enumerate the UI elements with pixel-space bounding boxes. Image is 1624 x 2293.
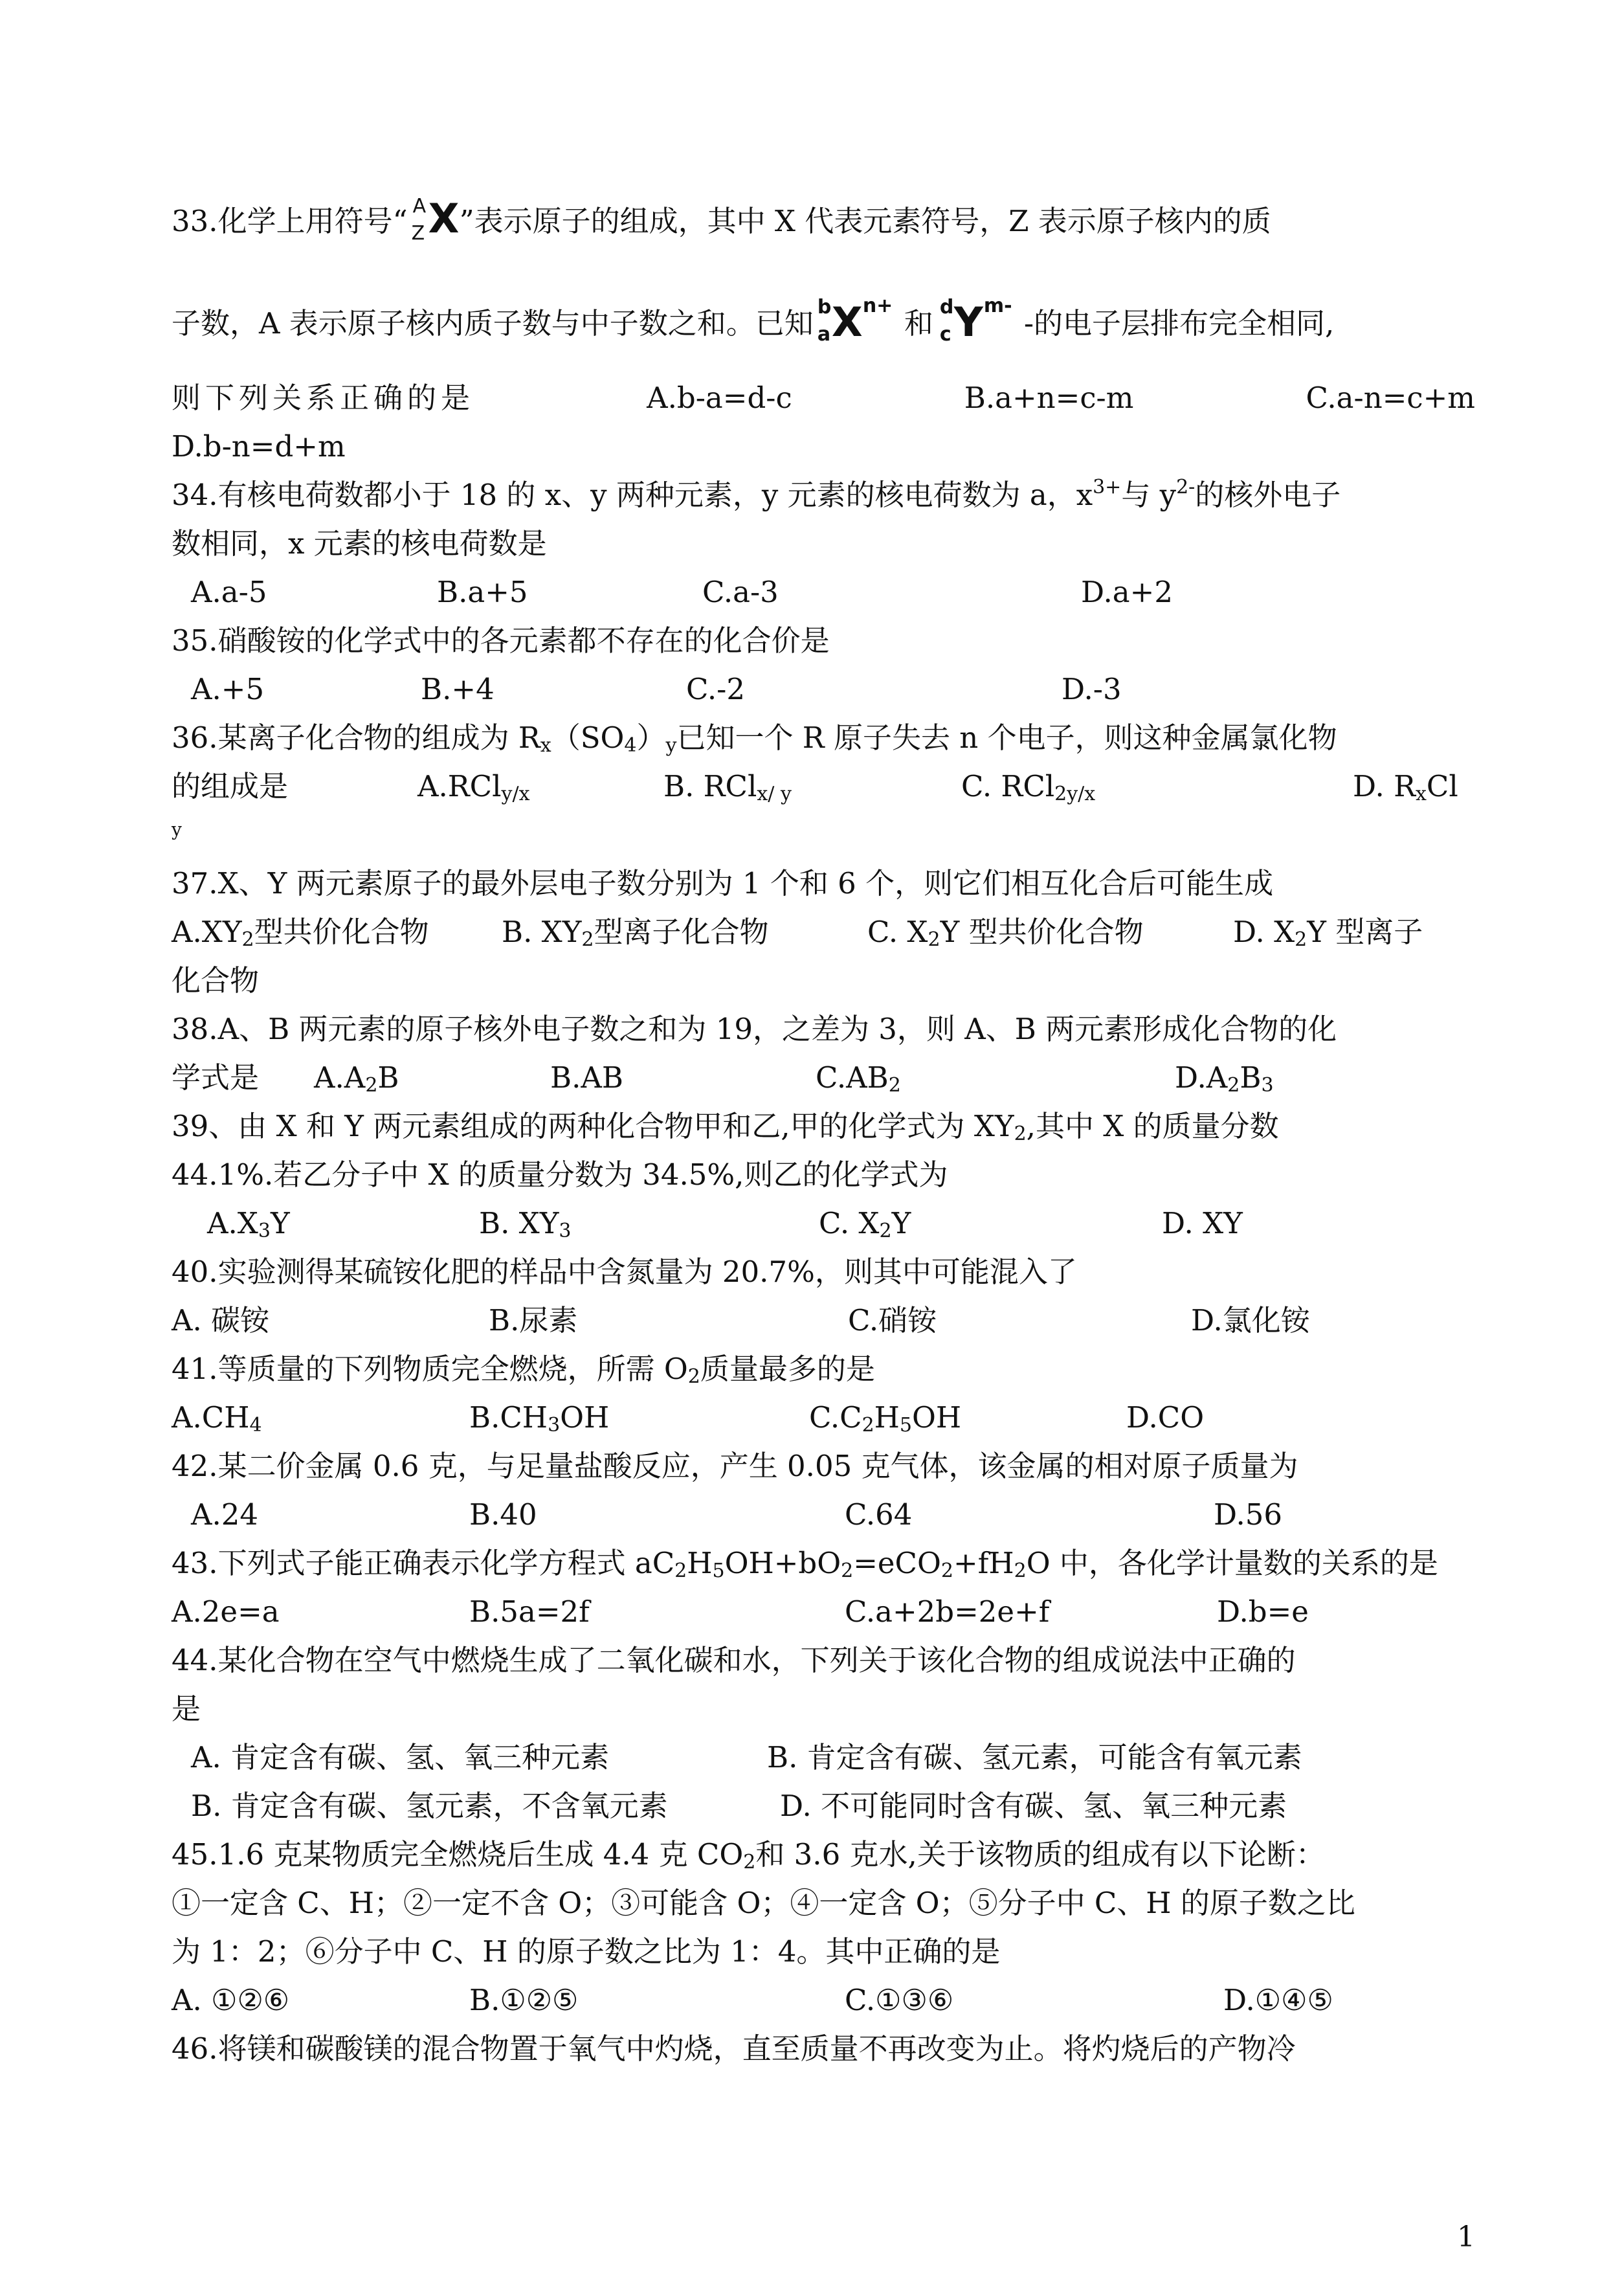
nuclide-symbol-AZX: A Z X — [411, 194, 460, 245]
q45-options — [172, 1981, 1475, 2020]
q39-option-c: C. $X_2Y$ — [819, 1206, 911, 1242]
q45-line3: 为 1：2；⑥分子中 C、H 的原子数之比为 1：4。其中正确的是 — [172, 1934, 1001, 1969]
q42-options — [191, 1495, 1475, 1534]
q35-options — [191, 670, 1475, 709]
ion-symbol-X: b a X n+ — [817, 294, 893, 346]
q38-option-b: B.AB — [550, 1060, 623, 1095]
q41-line1: 41.等质量的下列物质完全燃烧，所需 $O_2$质量最多的是 — [172, 1352, 875, 1388]
q38-option-c: $C.AB_2$ — [816, 1060, 901, 1097]
q44-option-c: B. 肯定含有碳、氢元素，不含氧元素 — [191, 1789, 668, 1823]
q34-option-d: D.a+2 — [1081, 575, 1173, 609]
q40-option-a: A. 碳铵 — [172, 1303, 270, 1337]
q43-option-c: C.a+2b=2e+f — [845, 1594, 1050, 1629]
q36-line1: 36.某离子化合物的组成为 $R_x(SO_4)_y$已知一个 R 原子失去 n 个电子，则这种金属氯化物 — [172, 721, 1337, 757]
q45-option-c: C.①③⑥ — [845, 1983, 954, 2017]
q46-line1: 46.将镁和碳酸镁的混合物置于氧气中灼烧，直至质量不再改变为止。将灼烧后的产物冷 — [172, 2031, 1296, 2066]
q38-stem-end: 学式是 — [172, 1060, 260, 1095]
q38-option-d: $D.A_2B_3$ — [1175, 1060, 1274, 1097]
q34-line2: 数相同，x 元素的核电荷数是 — [172, 526, 547, 561]
q42-option-d: D.56 — [1214, 1497, 1283, 1532]
q44-option-b: B. 肯定含有碳、氢元素，可能含有氧元素 — [767, 1740, 1302, 1774]
q44-options-row1 — [191, 1738, 1475, 1777]
q41-option-c: $C.C_2H_5OH$ — [809, 1400, 962, 1437]
q44-option-a: A. 肯定含有碳、氢、氧三种元素 — [191, 1740, 610, 1774]
q41-options — [172, 1398, 1475, 1437]
q35-option-b: B.+4 — [421, 672, 495, 706]
q36-line3: y — [172, 819, 182, 840]
q35-option-a: A.+5 — [191, 672, 265, 706]
q33-line2: 子数，A 表示原子核内质子数与中子数之和。已知 b a X n+ 和 d c Y m- -的电子层排布完全相同, — [172, 294, 1335, 346]
q37-option-c: C. $X_2Y$ 型共价化合物 — [867, 915, 1144, 951]
q33-option-a: A.b-a=d-c — [647, 381, 792, 415]
q42-option-b: B.40 — [469, 1497, 537, 1532]
q36-stem-end: 的组成是 — [172, 769, 289, 803]
ion-symbol-Y: d c Y m- — [939, 294, 1012, 346]
q34-option-b: B.a+5 — [437, 575, 528, 609]
q35-line1: 35.硝酸铵的化学式中的各元素都不存在的化合价是 — [172, 623, 830, 658]
q43-option-b: B.5a=2f — [469, 1594, 590, 1629]
page-number: 1 — [1457, 2220, 1475, 2254]
q45-line2: ①一定含 C、H；②一定不含 O；③可能含 O；④一定含 O；⑤分子中 C、H 的原子数之比 — [172, 1886, 1355, 1920]
q45-option-a: A. ①②⑥ — [172, 1983, 290, 2017]
q43-options — [172, 1593, 1475, 1631]
q44-line2: 是 — [172, 1692, 201, 1726]
q40-option-c: C.硝铵 — [848, 1303, 937, 1337]
q34-option-c: C.a-3 — [702, 575, 779, 609]
q37-line1: 37.X、Y 两元素原子的最外层电子数分别为 1 个和 6 个，则它们相互化合后可能生成 — [172, 866, 1274, 900]
q44-line1: 44.某化合物在空气中燃烧生成了二氧化碳和水，下列关于该化合物的组成说法中正确的 — [172, 1643, 1296, 1677]
q34-option-a: A.a-5 — [191, 575, 267, 609]
q45-option-d: D.①④⑤ — [1223, 1983, 1333, 2017]
q33-stem-end: 则下列关系正确的是 — [172, 381, 475, 415]
q40-options — [172, 1301, 1475, 1340]
q37-line3: 化合物 — [172, 963, 260, 998]
q43-option-a: A.2e=a — [172, 1594, 280, 1629]
q42-line1: 42.某二价金属 0.6 克，与足量盐酸反应，产生 0.05 克气体，该金属的相对原子质量为 — [172, 1449, 1298, 1483]
q36-option-c: C. RCl$_{2y/x}$ — [961, 769, 1096, 805]
q37-option-b: B. $XY_2$型离子化合物 — [502, 915, 769, 951]
q37-option-a: $A.XY_2$型共价化合物 — [172, 915, 429, 951]
q37-option-d: D. $X_2Y$ 型离子 — [1233, 915, 1423, 951]
q37-options — [172, 913, 1475, 952]
q45-option-b: B.①②⑤ — [469, 1983, 579, 2017]
q40-option-b: B.尿素 — [489, 1303, 578, 1337]
q39-option-b: B. $XY_3$ — [479, 1206, 572, 1242]
q36-line2 — [172, 767, 1475, 806]
q33-option-c: C.a-n=c+m — [1306, 381, 1475, 415]
q39-option-a: $A.X_3Y$ — [207, 1206, 290, 1242]
q35-option-d: D.-3 — [1062, 672, 1122, 706]
q42-option-c: C.64 — [845, 1497, 913, 1532]
q36-option-b: B. RCl$_{x/ y}$ — [663, 769, 792, 805]
q36-option-a: A.RCl$_{y/x}$ — [417, 769, 530, 805]
q36-option-d: D. $R_xCl$ — [1353, 769, 1458, 805]
q33-option-b: B.a+n=c-m — [964, 381, 1134, 415]
q44-option-d: D. 不可能同时含有碳、氢、氧三种元素 — [780, 1789, 1287, 1823]
q38-line1: 38.A、B 两元素的原子核外电子数之和为 19，之差为 3，则 A、B 两元素形成化合物的化 — [172, 1012, 1337, 1046]
q40-option-d: D.氯化铵 — [1191, 1303, 1310, 1337]
q33-option-d: D.b-n=d+m — [172, 429, 346, 464]
q41-option-b: $B.CH_3OH$ — [469, 1400, 610, 1437]
q34-line1: 34.有核电荷数都小于 18 的 x、y 两种元素，y 元素的核电荷数为 a，$x^{3+}$与 $y^{2-}$的核外电子 — [172, 476, 1341, 512]
q45-line1: 45.1.6 克某物质完全燃烧后生成 4.4 克 $CO_2$和 3.6 克水,关于该物质的组成有以下论断： — [172, 1837, 1325, 1874]
q33-line1: 33.化学上用符号“ A Z X ”表示原子的组成，其中 X 代表元素符号，Z 表示原子核内的质 — [172, 194, 1271, 245]
q33-line3 — [172, 379, 1475, 418]
q44-options-row2 — [191, 1787, 1475, 1826]
q35-option-c: C.-2 — [686, 672, 745, 706]
q43-option-d: D.b=e — [1217, 1594, 1309, 1629]
q39-option-d: D. XY — [1162, 1206, 1243, 1240]
q39-line1: 39、由 X 和 Y 两元素组成的两种化合物甲和乙,甲的化学式为 $XY_2$,其中 X 的质量分数 — [172, 1109, 1279, 1145]
q41-option-a: $A.CH_4$ — [172, 1400, 262, 1437]
q40-line1: 40.实验测得某硫铵化肥的样品中含氮量为 20.7%，则其中可能混入了 — [172, 1255, 1077, 1289]
q39-line2: 44.1%.若乙分子中 X 的质量分数为 34.5%,则乙的化学式为 — [172, 1158, 948, 1192]
q43-line1: 43.下列式子能正确表示化学方程式 $aC_2H_5OH+bO_2=eCO_2+fH_2O$ 中，各化学计量数的关系的是 — [172, 1546, 1438, 1582]
q41-option-d: D.CO — [1126, 1400, 1205, 1435]
q42-option-a: A.24 — [191, 1497, 259, 1532]
q39-options — [207, 1204, 1475, 1243]
q38-option-a: $A.A_2B$ — [314, 1060, 399, 1097]
q38-line2 — [172, 1058, 1475, 1097]
q34-options — [191, 573, 1475, 612]
